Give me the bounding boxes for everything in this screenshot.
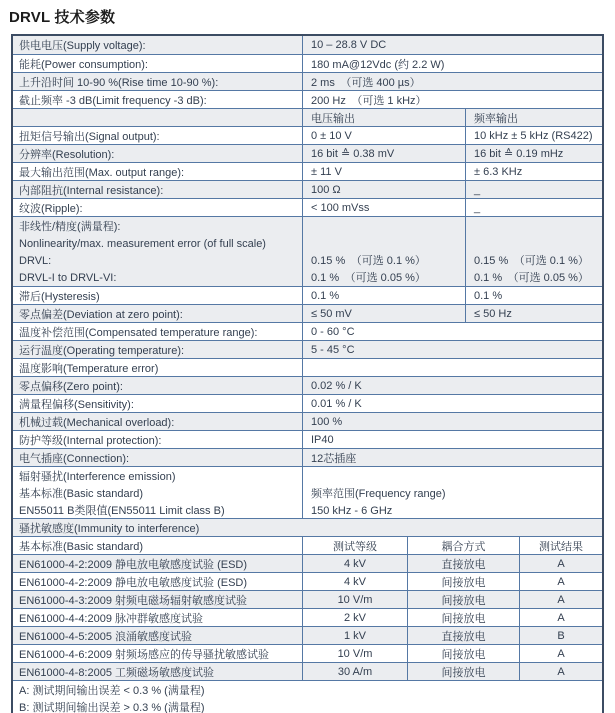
row-label-block [13,467,302,518]
emc-result: A [519,645,602,662]
column-header-frequency-output: 频率输出 [465,109,602,126]
frequency-value: 16 bit ≙ 0.19 mHz [465,145,602,162]
row-label: 上升沿时间 10-90 %(Rise time 10-90 %): [19,76,219,89]
row-label: 内部阻抗(Internal resistance): [19,184,164,197]
emc-standard: EN61000-4-5:2005 浪涌敏感度试验 [19,630,193,643]
table-row-hysteresis [13,286,602,304]
table-row-interference-emission [13,466,602,518]
frequency-value: ≤ 50 Hz [465,305,602,322]
table-row-temperature-error [13,358,602,376]
table-row-internal-resistance [13,180,602,198]
frequency-value: ± 6.3 KHz [465,163,602,180]
frequency-range-label: 频率范围(Frequency range) [311,488,446,500]
row-value: 0.01 % / K [302,395,602,412]
emc-standard: EN61000-4-8:2005 工频磁场敏感度试验 [19,666,215,679]
spacer [311,219,459,236]
row-label-block [13,217,302,286]
table-row-zero-deviation [13,304,602,322]
table-row-resolution [13,144,602,162]
voltage-value: ≤ 50 mV [302,305,465,322]
emc-result: A [519,573,602,590]
row-label: 截止频率 -3 dB(Limit frequency -3 dB): [19,94,207,107]
row-label: 供电电压(Supply voltage): [19,40,146,52]
emc-coupling: 直接放电 [407,627,519,644]
voltage-value: ± 11 V [302,163,465,180]
voltage-value: < 100 mVss [302,199,465,216]
row-value [302,359,602,376]
spacer [474,236,596,253]
emc-result: B [519,627,602,644]
row-label: 滞后(Hysteresis) [19,290,100,303]
emc-coupling: 间接放电 [407,573,519,590]
nonlinearity-title-cn: 非线性/精度(满量程): [19,221,121,233]
voltage-value: 0.1 % [302,287,465,304]
row-label: 温度影响(Temperature error) [19,362,159,375]
row-label: 零点偏移(Zero point): [19,380,123,393]
voltage-value: 16 bit ≙ 0.38 mV [302,145,465,162]
emc-header-test-level: 测试等级 [302,537,407,554]
row-label: 扭矩信号输出(Signal output): [19,130,160,143]
row-label: 机械过载(Mechanical overload): [19,416,175,429]
table-row-nonlinearity [13,216,602,286]
row-value: 2 ms （可选 400 µs） [302,73,602,90]
frequency-value: 0.1 % [465,287,602,304]
voltage-value-block [302,217,465,286]
emc-test-level: 2 kV [302,609,407,626]
row-label: 温度补偿范围(Compensated temperature range): [19,326,258,339]
row-label: 最大输出范围(Max. output range): [19,166,185,179]
table-row-emc-rf-field [13,590,602,608]
spec-table [11,34,604,713]
emc-test-level: 10 V/m [302,591,407,608]
table-row-max-output-range [13,162,602,180]
emc-standard: EN61000-4-3:2009 射频电磁场辐射敏感度试验 [19,594,248,607]
emc-test-level: 30 A/m [302,663,407,680]
emc-header-coupling: 耦合方式 [407,537,519,554]
row-value: 12芯插座 [302,449,602,466]
row-value: 0.02 % / K [302,377,602,394]
table-row-emc-burst [13,608,602,626]
table-row-compensated-temp-range [13,322,602,340]
table-row-power-consumption [13,54,602,72]
voltage-value: 0 ± 10 V [302,127,465,144]
row-value-block [302,467,602,518]
row-label: 电气插座(Connection): [19,452,130,465]
table-row-emc-esd-indirect [13,572,602,590]
table-row-connection [13,448,602,466]
table-row-immunity-section-title [13,518,602,536]
table-row-result-notes [13,680,602,713]
row-label: 分辨率(Resolution): [19,148,115,161]
table-row-rise-time [13,72,602,90]
basic-standard-label: 基本标准(Basic standard) [19,488,144,500]
emc-result: A [519,591,602,608]
table-row-emc-header [13,536,602,554]
row-label: 能耗(Power consumption): [19,58,148,71]
emc-test-level: 4 kV [302,555,407,572]
empty-cell [13,109,302,126]
emc-result: A [519,609,602,626]
emc-coupling: 间接放电 [407,591,519,608]
emc-standard: EN61000-4-2:2009 静电放电敏感度试验 (ESD) [19,558,248,571]
drvl-range-frequency-value: 0.1 % （可选 0.05 %） [474,272,589,284]
frequency-value-block [465,217,602,286]
row-value: 0 - 60 °C [302,323,602,340]
table-row-zero-point [13,376,602,394]
table-row-emc-surge [13,626,602,644]
frequency-value: 10 kHz ± 5 kHz (RS422) [465,127,602,144]
immunity-section-title: 骚扰敏感度(Immunity to interference) [19,522,200,535]
emc-coupling: 间接放电 [407,609,519,626]
row-value: 200 Hz （可选 1 kHz） [302,91,602,108]
drvl-range-label: DRVL-I to DRVL-VI: [19,272,117,284]
row-label: 防护等级(Internal protection): [19,434,162,447]
emc-test-level: 4 kV [302,573,407,590]
note-b: B: 测试期间输出误差 > 0.3 % (满量程) [19,702,205,713]
spacer [474,219,596,236]
table-row-emc-conducted [13,644,602,662]
row-value: IP40 [302,431,602,448]
page-title: DRVL 技术参数 [9,9,116,26]
column-header-voltage-output: 电压输出 [302,109,465,126]
spacer [311,469,596,486]
emc-standard: EN61000-4-2:2009 静电放电敏感度试验 (ESD) [19,576,248,589]
table-row-ripple [13,198,602,216]
drvl-voltage-value: 0.15 % （可选 0.1 %） [311,255,426,267]
emc-standard: EN61000-4-6:2009 射频场感应的传导骚扰敏感试验 [19,648,270,661]
frequency-range-value: 150 kHz - 6 GHz [311,505,393,517]
drvl-label: DRVL: [19,255,52,267]
emc-standard: EN61000-4-4:2009 脉冲群敏感度试验 [19,612,204,625]
drvl-range-voltage-value: 0.1 % （可选 0.05 %） [311,272,426,284]
emission-title: 辐射骚扰(Interference emission) [19,471,176,483]
row-label: 零点偏差(Deviation at zero point): [19,308,183,321]
drvl-frequency-value: 0.15 % （可选 0.1 %） [474,255,589,267]
frequency-value: _ [465,181,602,198]
voltage-value: 100 Ω [302,181,465,198]
spacer [311,236,459,253]
table-row-limit-frequency [13,90,602,108]
emc-test-level: 10 V/m [302,645,407,662]
nonlinearity-title-en: Nonlinearity/max. measurement error (of full scale) [19,238,266,250]
emc-header-result: 测试结果 [519,537,602,554]
frequency-value: _ [465,199,602,216]
table-row-signal-output [13,126,602,144]
result-notes-block [13,681,602,713]
table-row-mechanical-overload [13,412,602,430]
table-row-sensitivity [13,394,602,412]
table-row-output-type-header [13,108,602,126]
row-label: 运行温度(Operating temperature): [19,344,185,357]
row-value: 100 % [302,413,602,430]
table-row-internal-protection [13,430,602,448]
row-value: 10 – 28.8 V DC [302,36,602,54]
row-label: 纹波(Ripple): [19,202,83,215]
table-row-supply-voltage [13,36,602,54]
row-value: 5 - 45 °C [302,341,602,358]
emc-result: A [519,663,602,680]
row-value: 180 mA@12Vdc (约 2.2 W) [302,55,602,72]
table-row-emc-magnetic [13,662,602,680]
table-row-operating-temp [13,340,602,358]
emc-header-standard: 基本标准(Basic standard) [19,540,144,553]
en55011-label: EN55011 B类限值(EN55011 Limit class B) [19,505,225,517]
note-a: A: 测试期间输出误差 < 0.3 % (满量程) [19,685,205,697]
table-row-emc-esd-direct [13,554,602,572]
emc-result: A [519,555,602,572]
emc-coupling: 直接放电 [407,555,519,572]
row-label: 满量程偏移(Sensitivity): [19,398,134,411]
emc-test-level: 1 kV [302,627,407,644]
emc-coupling: 间接放电 [407,645,519,662]
emc-coupling: 间接放电 [407,663,519,680]
